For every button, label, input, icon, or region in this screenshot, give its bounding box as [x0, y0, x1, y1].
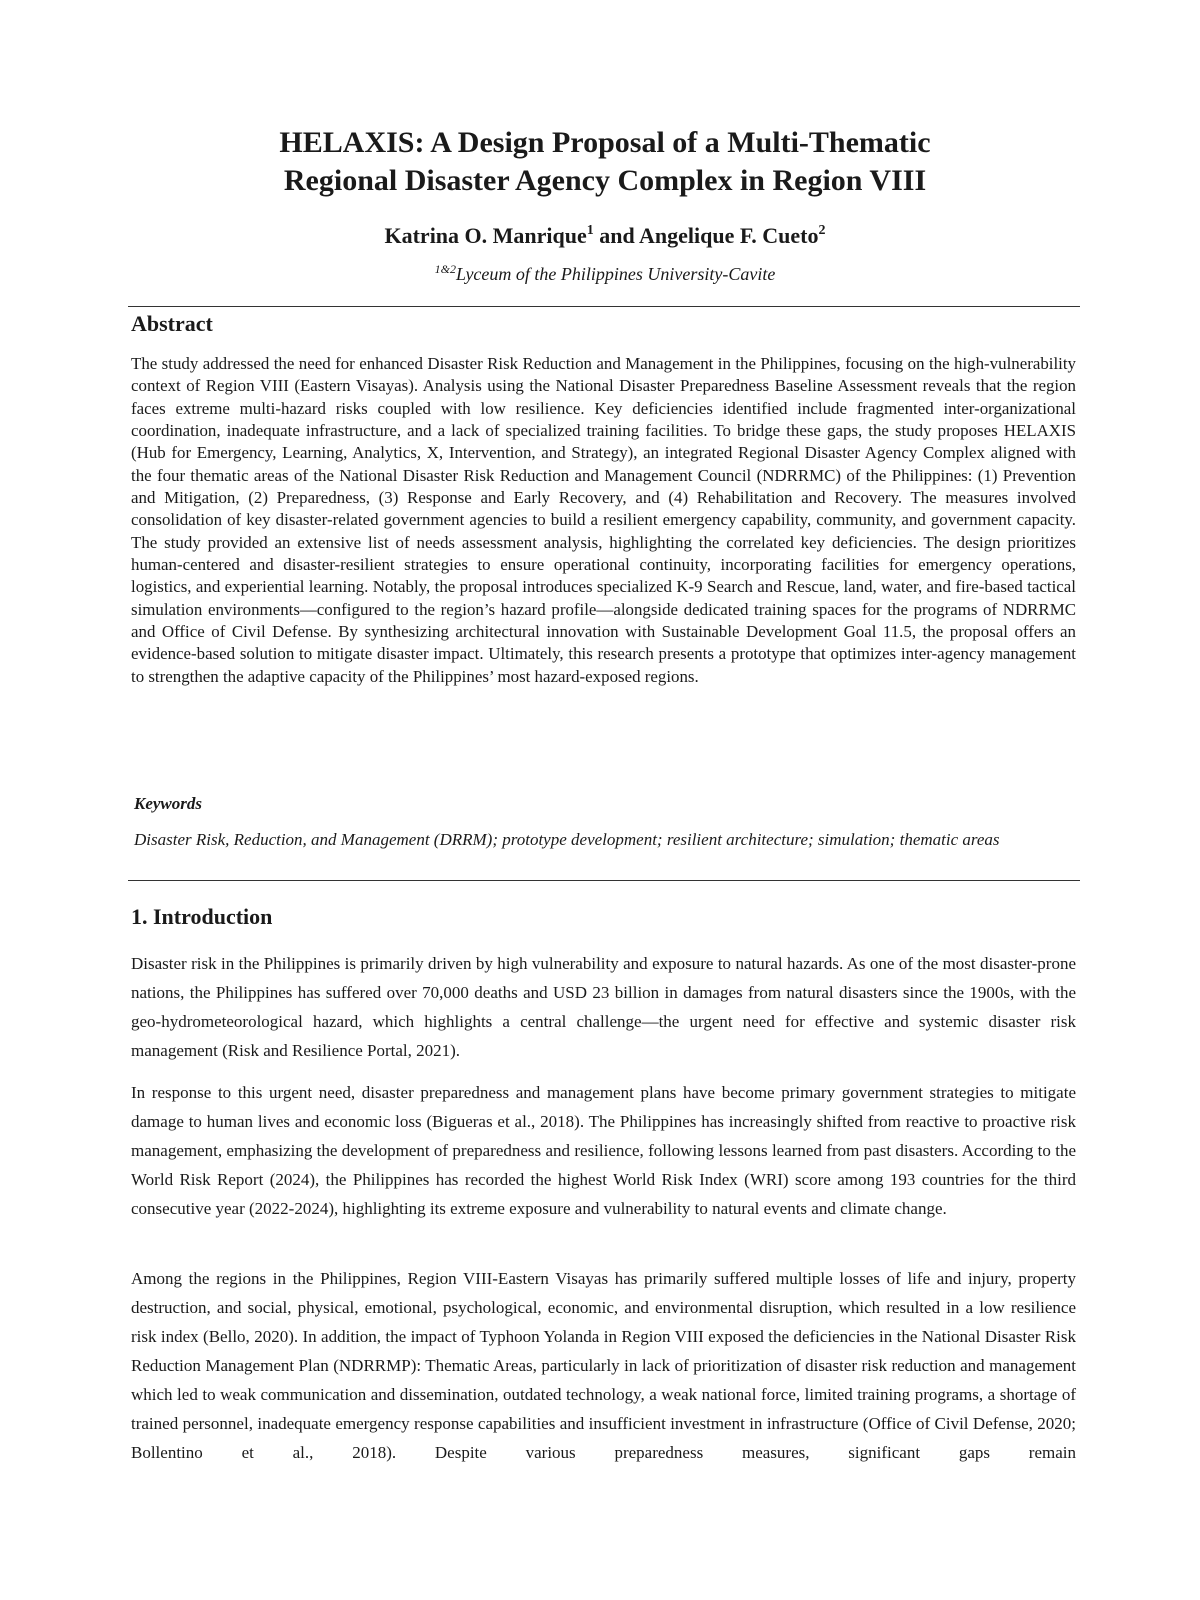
paper-title-line-1: HELAXIS: A Design Proposal of a Multi-Thematic — [279, 126, 931, 159]
author-affiliation-marker: 2 — [818, 223, 826, 238]
paper-title-line-2: Regional Disaster Agency Complex in Region VIII — [283, 164, 927, 197]
author-affiliation-marker: 1 — [586, 223, 594, 238]
introduction-paragraph: In response to this urgent need, disaster preparedness and management plans have become primary government strategies to mitigate damage to human lives and economic loss (Bigueras et al., 2018). The Philippines has increasingly shifted from reactive to proactive risk management, emphasizing the development of preparedness and resilience, following lessons learned from past disasters. According to the World Risk Report (2024), the Philippines has recorded the highest World Risk Index (WRI) score among 193 countries for the third consecutive year (2022-2024), highlighting its extreme exposure and vulnerability to natural events and climate change. — [131, 1083, 1076, 1218]
abstract-body: The study addressed the need for enhanced Disaster Risk Reduction and Management in the Philippines, focusing on the high-vulnerability context of Region VIII (Eastern Visayas). Analysis using the National Disaster Preparedness Baseline Assessment reveals that the region faces extreme multi-hazard risks coupled with low resilience. Key deficiencies identified include fragmented inter-organizational coordination, inadequate infrastructure, and a lack of specialized training facilities. To bridge these gaps, the study proposes HELAXIS (Hub for Emergency, Learning, Analytics, X, Intervention, and Strategy), an integrated Regional Disaster Agency Complex aligned with the four thematic areas of the National Disaster Risk Reduction and Management Council (NDRRMC) of the Philippines: (1) Prevention and Mitigation, (2) Preparedness, (3) Response and Early Recovery, and (4) Rehabilitation and Recovery. The measures involved consolidation of key disaster-related government agencies to build a resilient emergency capability, community, and government capacity. The study provided an extensive list of needs assessment analysis, highlighting the correlated key deficiencies. The design prioritizes human-centered and disaster-resilient strategies to ensure operational continuity, incorporating facilities for emergency operations, logistics, and experiential learning. Notably, the proposal introduces specialized K-9 Search and Rescue, land, water, and fire-based tactical simulation environments—configured to the region’s hazard profile—alongside dedicated training spaces for the programs of NDRRMC and Office of Civil Defense. By synthesizing architectural innovation with Sustainable Development Goal 11.5, the proposal offers an evidence-based solution to mitigate disaster impact. Ultimately, this research presents a prototype that optimizes inter-agency management to strengthen the adaptive capacity of the Philippines’ most hazard-exposed regions. — [131, 354, 1076, 686]
author-joiner: and — [593, 223, 640, 248]
affiliation — [130, 262, 1080, 286]
abstract-heading: Abstract — [131, 311, 213, 336]
introduction-heading: 1. Introduction — [131, 904, 273, 929]
affiliation-marker: 1&2 — [434, 262, 456, 276]
keywords-list: Disaster Risk, Reduction, and Management (DRRM); prototype development; resilient architecture; simulation; thematic areas — [134, 830, 1000, 849]
author-name: Angelique F. Cueto — [639, 223, 819, 248]
abstract-top-divider — [128, 306, 1080, 307]
keywords-heading: Keywords — [134, 794, 202, 813]
introduction-paragraph: Among the regions in the Philippines, Region VIII-Eastern Visayas has primarily suffered multiple losses of life and injury, property destruction, and social, physical, emotional, psychological, economic, and environmental disruption, which resulted in a low resilience risk index (Bello, 2020). In addition, the impact of Typhoon Yolanda in Region VIII exposed the deficiencies in the National Disaster Risk Reduction Management Plan (NDRRMP): Thematic Areas, particularly in lack of prioritization of disaster risk reduction and management which led to weak communication and dissemination, outdated technology, a weak national force, limited training programs, a shortage of trained personnel, inadequate emergency response capabilities and insufficient investment in infrastructure (Office of Civil Defense, 2020; Bollentino et al., 2018). Despite various preparedness measures, significant gaps remain — [131, 1269, 1076, 1462]
author-list — [130, 221, 1080, 251]
paper-title — [130, 124, 1080, 200]
affiliation-name: Lyceum of the Philippines University-Cavite — [455, 264, 776, 284]
author-name: Katrina O. Manrique — [384, 223, 587, 248]
introduction-paragraph: Disaster risk in the Philippines is primarily driven by high vulnerability and exposure to natural hazards. As one of the most disaster-prone nations, the Philippines has suffered over 70,000 deaths and USD 23 billion in damages from natural disasters since the 1900s, with the geo-hydrometeorological hazard, which highlights a central challenge—the urgent need for effective and systemic disaster risk management (Risk and Resilience Portal, 2021). — [131, 954, 1076, 1060]
keywords-bottom-divider — [128, 880, 1080, 881]
